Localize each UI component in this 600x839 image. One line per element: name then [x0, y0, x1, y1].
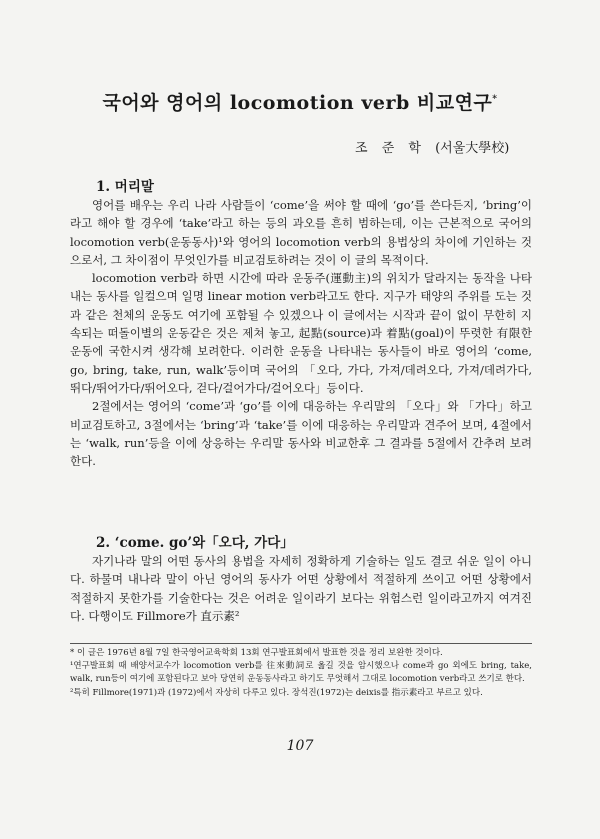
section-body-1	[70, 196, 532, 470]
section-heading-2: 2. ‘come. go’와「오다, 가다」	[96, 535, 294, 551]
page-number: 107	[286, 738, 314, 754]
title-footnote-mark: *	[492, 94, 498, 105]
section-heading-1: 1. 머리말	[96, 179, 154, 195]
paragraph-1: 영어를 배우는 우리 나라 사람들이 ‘come’을 써야 할 때에 ‘go’를 쓴다든지, ‘bring’이라고 해야 할 경우에 ‘take’라고 하는 등의 과오를 흔히 범하는데, 이는 근본적으로 국어의 locomotion verb(운동동사)¹와 영어의 locomotion verb의 용법상의 차이에 기인하는 것으로서, 그 차이점이 무엇인가를 비교검토하려는 것이 이 글의 목적이다.	[70, 198, 532, 267]
paragraph-4: 자기나라 말의 어떤 동사의 용법을 자세히 정확하게 기술하는 일도 결코 쉬운 일이 아니다. 하물며 내나라 말이 아닌 영어의 동사가 어떤 상황에서 적절하게 쓰이고 어떤 상황에서 적절하지 못한가를 기술한다는 것은 어려운 일이라기 보다는 위험스런 일이라고까지 여겨진다. 다행이도 Fillmore가 直示素²	[70, 554, 532, 623]
paragraph-3: 2절에서는 영어의 ‘come’과 ‘go’를 이에 대응하는 우리말의 「오다」와 「가다」하고 비교검토하고, 3절에서는 ‘bring’과 ‘take’를 이에 대응하는 우리말과 견주어 보며, 4절에서는 ‘walk, run’등을 이에 상응하는 우리말 동사와 비교한후 그 결과를 5절에서 간추려 보려한다.	[70, 399, 532, 469]
section-body-2	[70, 552, 532, 625]
footnote-star: * 이 글은 1976년 8월 7일 한국영어교육학회 13회 연구발표회에서 발표한 것을 정리 보완한 것이다.	[70, 648, 443, 658]
footnote-1: ¹연구발표회 때 배양서교수가 locomotion verb를 往來動詞로 옮길 것을 암시했으나 come과 go 외에도 bring, take, walk, run등이 여기에 포함된다고 보아 당연히 운동동사라고 하기도 무엇해서 그대로 locomotion verb라고 쓰기로 한다.	[70, 661, 532, 685]
footnotes	[70, 643, 532, 700]
title-text: 국어와 영어의 locomotion verb 비교연구	[102, 92, 493, 114]
paragraph-2: locomotion verb라 하면 시간에 따라 운동주(運動主)의 위치가 달라지는 동작을 나타내는 동사를 일컬으며 일명 linear motion verb라고도 한다. 지구가 태양의 주위를 도는 것과 같은 천체의 운동도 여기에 포함될 수 있겠으나 이 글에서는 시작과 끝이 없이 무한히 지속되는 떠돌이별의 운동같은 것은 제쳐 놓고, 起點(source)과 着點(goal)이 뚜렷한 有限한 운동에 국한시켜 생각해 보려한다. 이러한 운동을 나타내는 동사들이 바로 영어의 ‘come, go, bring, take, run, walk’등이며 국어의 「오다, 가다, 가져/데려오다, 가져/데려가다, 뛰다/뛰어가다/뛰어오다, 걷다/걸어가다/걸어오다」등이다.	[70, 271, 532, 395]
author-line: 조 준 학 (서울大學校)	[355, 141, 510, 156]
footnote-2: ²특히 Fillmore(1971)과 (1972)에서 자상히 다루고 있다. 장석진(1972)는 deixis를 指示素라고 부르고 있다.	[70, 687, 483, 698]
paper-title	[0, 88, 600, 115]
